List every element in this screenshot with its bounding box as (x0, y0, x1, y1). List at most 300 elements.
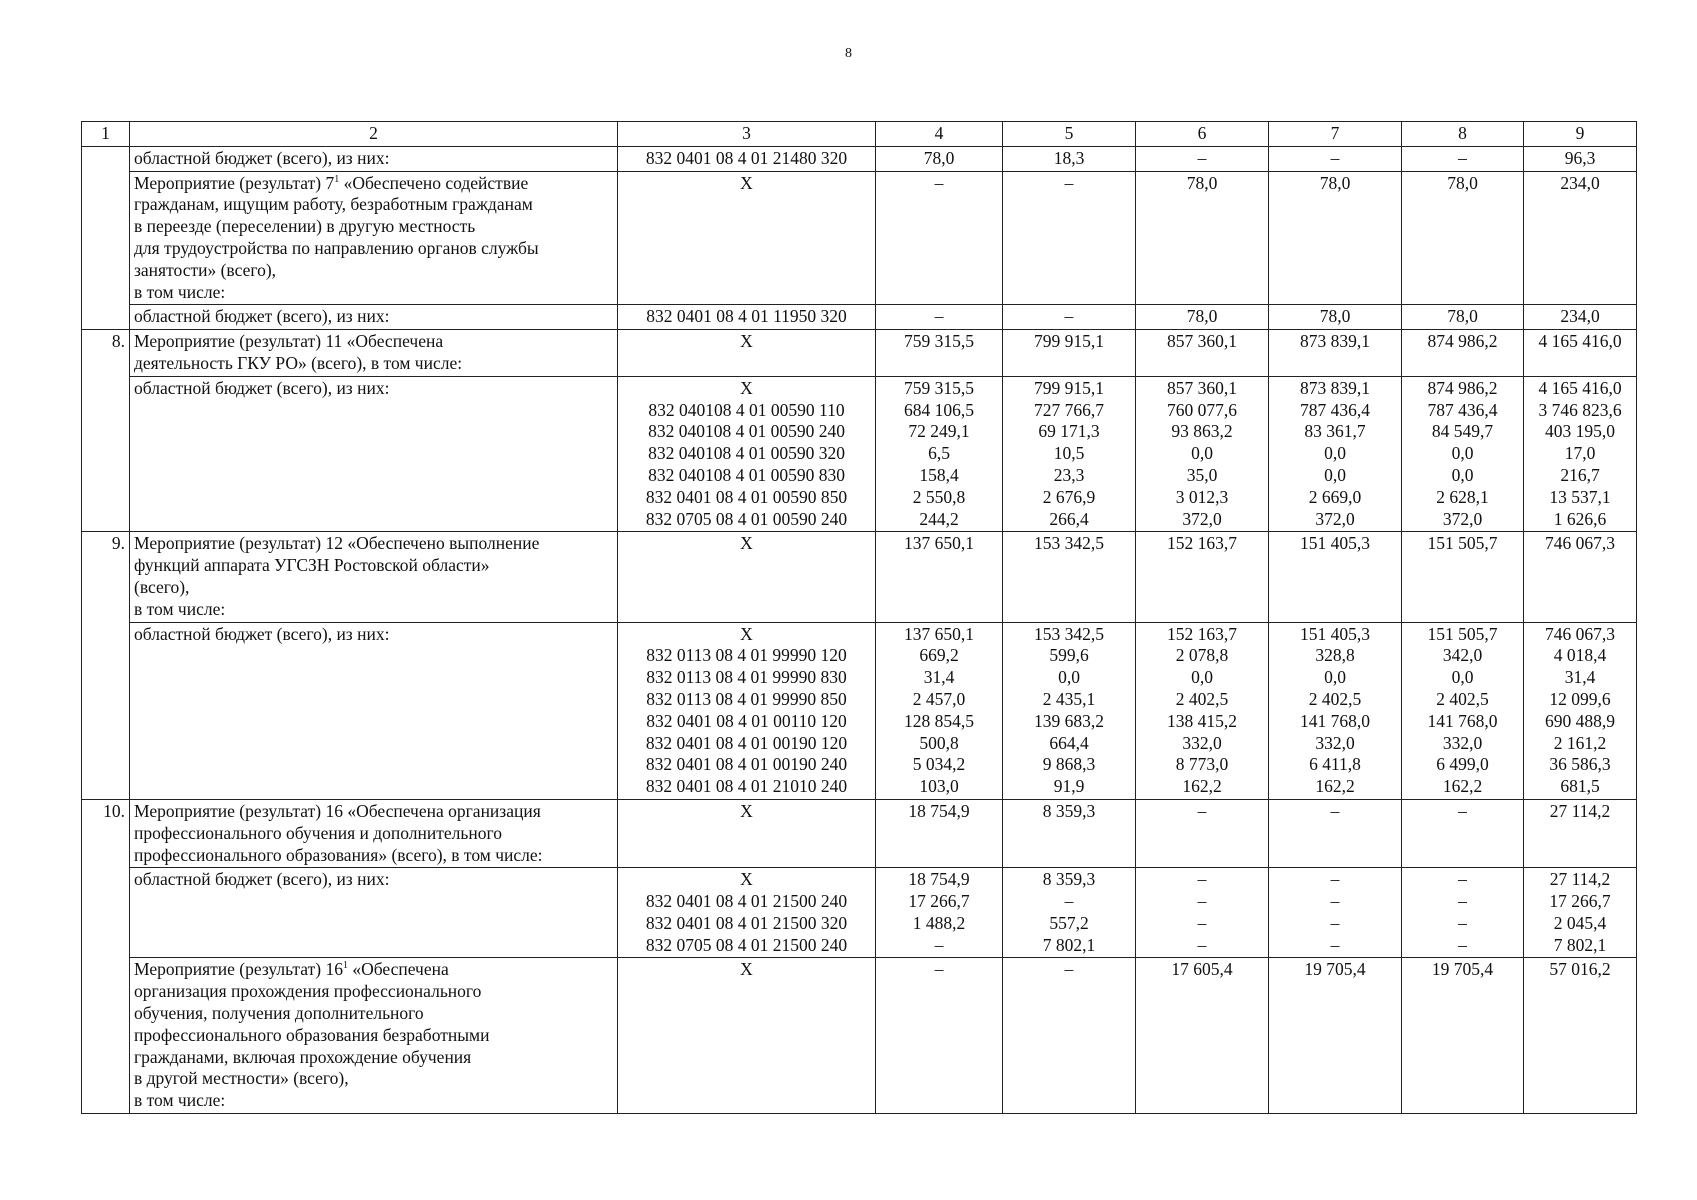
header-cell: 5 (1003, 122, 1136, 147)
amount-value: 151 505,7 (1427, 533, 1498, 554)
amount-cell (1402, 622, 1524, 799)
amount-value: 746 067,3 (1545, 533, 1615, 554)
amount-cell (1269, 146, 1402, 171)
header-row (82, 122, 1637, 147)
description-line: областной бюджет (всего), из них: (134, 306, 390, 327)
description-line: областной бюджет (всего), из них: (134, 377, 390, 398)
header-cell: 4 (876, 122, 1003, 147)
amount-value: 158,4 (919, 464, 959, 485)
amount-value: 17 266,7 (1549, 891, 1611, 912)
description-text: Мероприятие (результат) 16 (134, 959, 343, 980)
description-line: (всего), (134, 576, 190, 597)
table-row (82, 376, 1637, 532)
amount-value: 372,0 (1182, 508, 1222, 529)
budget-code: 832 0705 08 4 01 00590 240 (645, 508, 848, 529)
amount-value: 18 754,9 (908, 800, 970, 821)
table-row (82, 171, 1637, 305)
amount-value: 151 405,3 (1300, 623, 1370, 644)
budget-code-cell (618, 171, 876, 305)
amount-cell (1524, 305, 1637, 330)
budget-code: 832 040108 4 01 00590 320 (648, 443, 845, 464)
amount-value: 78,0 (1447, 172, 1478, 193)
table-row (82, 305, 1637, 330)
amount-value: 0,0 (1451, 443, 1474, 464)
amount-value: 2 045,4 (1553, 912, 1607, 933)
description-cell (130, 868, 618, 958)
amount-value: – (1330, 869, 1340, 890)
amount-value: 27 114,2 (1549, 800, 1611, 821)
superscript-mark: 1 (342, 960, 348, 972)
description-cell (130, 305, 618, 330)
description-line: Мероприятие (результат) 11 «Обеспечена (134, 331, 444, 352)
amount-value: 0,0 (1451, 667, 1474, 688)
amount-value: 2 402,5 (1175, 688, 1229, 709)
amount-cell (876, 622, 1003, 799)
amount-value: 0,0 (1324, 443, 1346, 464)
description-line: областной бюджет (всего), из них: (134, 147, 390, 168)
amount-value: 557,2 (1049, 912, 1089, 933)
amount-cell (1269, 376, 1402, 532)
amount-cell (1003, 376, 1136, 532)
table-row (82, 146, 1637, 171)
budget-code: X (740, 959, 753, 980)
amount-value: 244,2 (919, 508, 959, 529)
amount-value: 0,0 (1191, 443, 1213, 464)
amount-cell (1136, 868, 1269, 958)
amount-value: 759 315,5 (904, 377, 974, 398)
description-cell (130, 171, 618, 305)
amount-value: 162,2 (1442, 776, 1483, 797)
amount-value: 0,0 (1324, 667, 1346, 688)
amount-value: – (934, 934, 944, 955)
amount-value: 1 626,6 (1553, 508, 1607, 529)
header-cell: 2 (130, 122, 618, 147)
amount-value: 500,8 (919, 732, 959, 753)
amount-value: – (1064, 959, 1074, 980)
amount-value: – (1458, 912, 1467, 933)
amount-value: 874 986,2 (1427, 331, 1498, 352)
amount-cell (1524, 146, 1637, 171)
amount-value: 151 405,3 (1300, 533, 1370, 554)
amount-value: 31,4 (923, 667, 955, 688)
amount-value: 216,7 (1560, 464, 1600, 485)
amount-value: 27 114,2 (1549, 869, 1611, 890)
amount-value: 372,0 (1442, 508, 1483, 529)
amount-value: 857 360,1 (1167, 331, 1237, 352)
budget-code-cell (618, 799, 876, 867)
table-row (82, 330, 1637, 377)
amount-value: 35,0 (1186, 464, 1218, 485)
amount-value: 372,0 (1315, 508, 1355, 529)
header-cell: 1 (82, 122, 130, 147)
amount-cell (1402, 376, 1524, 532)
amount-value: 332,0 (1442, 732, 1483, 753)
amount-value: 342,0 (1442, 645, 1483, 666)
amount-value: 332,0 (1315, 732, 1355, 753)
budget-code: X (740, 533, 753, 554)
budget-code: 832 0113 08 4 01 99990 830 (646, 667, 847, 688)
row-number (82, 146, 130, 329)
amount-value: 17 605,4 (1171, 959, 1233, 980)
amount-value: 873 839,1 (1300, 331, 1370, 352)
amount-value: 2 161,2 (1553, 732, 1607, 753)
amount-cell (876, 330, 1003, 377)
budget-code: 832 0401 08 4 01 21480 320 (645, 147, 848, 168)
amount-cell (1524, 171, 1637, 305)
amount-value: – (1064, 891, 1074, 912)
budget-code: 832 0705 08 4 01 21500 240 (645, 934, 848, 955)
amount-value: 153 342,5 (1034, 623, 1104, 644)
amount-value: 403 195,0 (1545, 421, 1615, 442)
amount-value: 152 163,7 (1167, 533, 1237, 554)
amount-cell (1003, 171, 1136, 305)
amount-value: – (1064, 172, 1074, 193)
description-text: «Обеспечена (352, 959, 449, 980)
table-row (82, 532, 1637, 622)
amount-cell (876, 958, 1003, 1114)
description-line: профессионального образования безработными (134, 1024, 490, 1045)
amount-value: 6,5 (928, 443, 950, 464)
amount-cell (1524, 868, 1637, 958)
amount-value: 138 415,2 (1167, 710, 1237, 731)
amount-value: 684 106,5 (904, 399, 974, 420)
budget-code-cell (618, 622, 876, 799)
amount-value: 0,0 (1191, 667, 1213, 688)
amount-cell (876, 868, 1003, 958)
amount-value: 103,0 (919, 776, 959, 797)
amount-cell (1269, 799, 1402, 867)
amount-cell (1269, 622, 1402, 799)
amount-value: 6 411,8 (1309, 754, 1361, 775)
amount-value: 78,0 (923, 147, 955, 168)
amount-cell (1524, 799, 1637, 867)
amount-value: 2 550,8 (912, 486, 966, 507)
description-cell (130, 799, 618, 867)
amount-value: 13 537,1 (1549, 486, 1611, 507)
amount-value: 31,4 (1564, 667, 1596, 688)
amount-value: – (1197, 912, 1207, 933)
amount-value: 151 505,7 (1427, 623, 1498, 644)
budget-code: 832 0401 08 4 01 00590 850 (645, 486, 848, 507)
amount-cell (1003, 146, 1136, 171)
description-line: организация прохождения профессионального (134, 981, 482, 1002)
description-cell (130, 146, 618, 171)
description-text: «Обеспечено содействие (343, 172, 529, 193)
budget-code: 832 040108 4 01 00590 830 (648, 464, 845, 485)
amount-cell (1524, 330, 1637, 377)
amount-value: 69 171,3 (1038, 421, 1100, 442)
amount-value: 5 034,2 (912, 754, 966, 775)
amount-value: 84 549,7 (1431, 421, 1494, 442)
amount-value: 72 249,1 (908, 421, 970, 442)
budget-code: 832 0113 08 4 01 99990 850 (646, 688, 847, 709)
amount-value: 857 360,1 (1167, 377, 1237, 398)
description-line: функций аппарата УГСЗН Ростовской области» (134, 555, 490, 576)
amount-value: – (1330, 912, 1340, 933)
amount-value: 2 435,1 (1042, 688, 1096, 709)
amount-value: 6 499,0 (1436, 754, 1489, 775)
amount-value: 3 746 823,6 (1538, 399, 1622, 420)
amount-value: 137 650,1 (904, 623, 974, 644)
row-number: 8. (82, 330, 130, 532)
amount-cell (1136, 305, 1269, 330)
amount-value: 162,2 (1315, 776, 1355, 797)
amount-value: 36 586,3 (1549, 754, 1611, 775)
budget-code: X (740, 623, 753, 644)
budget-code: 832 0113 08 4 01 99990 120 (646, 645, 847, 666)
budget-code: 832 0401 08 4 01 00190 120 (645, 732, 848, 753)
amount-cell (1003, 305, 1136, 330)
amount-cell (1136, 622, 1269, 799)
amount-value: 873 839,1 (1300, 377, 1370, 398)
amount-cell (1269, 868, 1402, 958)
description-line: гражданам, ищущим работу, безработным гражданам (134, 194, 533, 215)
amount-value: 152 163,7 (1167, 623, 1237, 644)
header-cell: 9 (1524, 122, 1637, 147)
amount-cell (1136, 958, 1269, 1114)
amount-cell (1003, 622, 1136, 799)
amount-cell (1402, 958, 1524, 1114)
description-line: профессионального обучения и дополнительного (134, 822, 502, 843)
superscript-mark: 1 (334, 173, 340, 185)
budget-code-cell (618, 330, 876, 377)
amount-cell (1269, 532, 1402, 622)
amount-value: 23,3 (1053, 464, 1085, 485)
amount-cell (1269, 330, 1402, 377)
description-line: гражданами, включая прохождение обучения (134, 1046, 472, 1067)
amount-cell (1136, 532, 1269, 622)
description-line: профессионального образования» (всего), в том числе: (134, 844, 543, 865)
amount-cell (1402, 146, 1524, 171)
amount-value: 8 359,3 (1042, 869, 1096, 890)
amount-cell (1003, 799, 1136, 867)
amount-value: 57 016,2 (1549, 959, 1611, 980)
amount-value: 17 266,7 (908, 891, 970, 912)
amount-value: 760 077,6 (1167, 399, 1237, 420)
amount-cell (1402, 171, 1524, 305)
amount-value: – (1458, 800, 1467, 821)
budget-code: X (740, 172, 753, 193)
amount-value: 7 802,1 (1042, 934, 1096, 955)
description-line: занятости» (всего), (134, 259, 277, 280)
amount-cell (1136, 376, 1269, 532)
amount-value: 266,4 (1049, 508, 1089, 529)
amount-value: – (1458, 869, 1467, 890)
amount-value: 1 488,2 (912, 912, 966, 933)
budget-code-cell (618, 958, 876, 1114)
amount-value: 599,6 (1049, 645, 1089, 666)
budget-code-cell (618, 532, 876, 622)
description-cell (130, 532, 618, 622)
amount-value: 874 986,2 (1427, 377, 1498, 398)
amount-value: – (934, 306, 944, 327)
amount-value: 9 868,3 (1042, 754, 1096, 775)
amount-value: 19 705,4 (1304, 959, 1366, 980)
amount-value: 799 915,1 (1034, 377, 1104, 398)
amount-value: 2 628,1 (1436, 486, 1489, 507)
amount-cell (876, 146, 1003, 171)
description-line: в том числе: (134, 598, 226, 619)
amount-value: 2 402,5 (1436, 688, 1489, 709)
amount-value: 128 854,5 (904, 710, 974, 731)
budget-code-cell (618, 868, 876, 958)
amount-value: 234,0 (1560, 172, 1600, 193)
amount-value: 787 436,4 (1300, 399, 1370, 420)
budget-code: X (740, 377, 753, 398)
amount-value: 141 768,0 (1427, 710, 1498, 731)
amount-value: 3 012,3 (1175, 486, 1229, 507)
description-cell (130, 622, 618, 799)
amount-cell (1402, 330, 1524, 377)
budget-code: 832 0401 08 4 01 00190 240 (645, 754, 848, 775)
amount-value: 4 165 416,0 (1538, 377, 1622, 398)
amount-value: 139 683,2 (1034, 710, 1104, 731)
amount-cell (876, 171, 1003, 305)
amount-value: – (1458, 147, 1467, 168)
amount-value: 690 488,9 (1545, 710, 1615, 731)
header-cell: 6 (1136, 122, 1269, 147)
description-line: областной бюджет (всего), из них: (134, 869, 390, 890)
description-text: Мероприятие (результат) 7 (134, 172, 335, 193)
amount-value: 4 165 416,0 (1538, 331, 1622, 352)
budget-code: 832 0401 08 4 01 21500 240 (645, 891, 848, 912)
amount-value: 2 457,0 (912, 688, 966, 709)
table-row (82, 868, 1637, 958)
amount-cell (876, 532, 1003, 622)
amount-value: 18,3 (1053, 147, 1085, 168)
amount-value: 153 342,5 (1034, 533, 1104, 554)
amount-value: – (1197, 147, 1207, 168)
budget-code-cell (618, 305, 876, 330)
amount-value: 2 078,8 (1175, 645, 1229, 666)
header-cell: 7 (1269, 122, 1402, 147)
description-line: Мероприятие (результат) 16 «Обеспечена организация (134, 800, 541, 821)
amount-value: 8 359,3 (1042, 800, 1096, 821)
amount-value: – (934, 172, 944, 193)
description-line: областной бюджет (всего), из них: (134, 623, 390, 644)
budget-code: 832 0401 08 4 01 21010 240 (645, 776, 848, 797)
amount-value: 2 676,9 (1042, 486, 1096, 507)
amount-value: – (1197, 934, 1207, 955)
budget-code: 832 0401 08 4 01 21500 320 (645, 912, 848, 933)
amount-cell (1136, 799, 1269, 867)
amount-value: 18 754,9 (908, 869, 970, 890)
amount-value: – (1330, 891, 1340, 912)
amount-value: – (1197, 800, 1207, 821)
amount-value: 162,2 (1182, 776, 1222, 797)
amount-value: 669,2 (919, 645, 959, 666)
header-cell: 3 (618, 122, 876, 147)
amount-value: 2 669,0 (1308, 486, 1362, 507)
row-number: 9. (82, 532, 130, 800)
amount-cell (1524, 622, 1637, 799)
amount-value: – (1458, 934, 1467, 955)
description-line: в том числе: (134, 1090, 226, 1111)
description-line: обучения, получения дополнительного (134, 1003, 424, 1024)
amount-value: 234,0 (1560, 306, 1600, 327)
budget-code: 832 040108 4 01 00590 110 (648, 399, 845, 420)
description-line: Мероприятие (результат) 12 «Обеспечено выполнение (134, 533, 540, 554)
amount-cell (876, 799, 1003, 867)
amount-cell (1402, 799, 1524, 867)
amount-cell (876, 376, 1003, 532)
amount-value: 96,3 (1564, 147, 1596, 168)
amount-value: 78,0 (1319, 306, 1351, 327)
amount-value: 746 067,3 (1545, 623, 1615, 644)
budget-code: 832 040108 4 01 00590 240 (648, 421, 845, 442)
amount-cell (1402, 532, 1524, 622)
amount-value: 93 863,2 (1171, 421, 1233, 442)
amount-value: – (1330, 147, 1340, 168)
amount-cell (1402, 305, 1524, 330)
table-row (82, 799, 1637, 867)
budget-table (81, 121, 1637, 1114)
amount-value: 664,4 (1049, 732, 1089, 753)
amount-value: – (1330, 800, 1340, 821)
amount-value: 2 402,5 (1308, 688, 1362, 709)
amount-cell (1136, 146, 1269, 171)
amount-value: 19 705,4 (1431, 959, 1494, 980)
description-cell (130, 958, 618, 1114)
row-number: 10. (82, 799, 130, 1113)
description-line (134, 173, 613, 195)
amount-value: 17,0 (1564, 443, 1596, 464)
amount-value: 91,9 (1053, 776, 1085, 797)
amount-cell (1003, 532, 1136, 622)
amount-cell (1003, 330, 1136, 377)
description-cell (130, 376, 618, 532)
amount-value: 7 802,1 (1553, 934, 1607, 955)
table-row (82, 958, 1637, 1114)
amount-value: 0,0 (1324, 464, 1346, 485)
description-line: деятельность ГКУ РО» (всего), в том числе: (134, 352, 463, 373)
budget-code-cell (618, 376, 876, 532)
amount-value: – (1064, 306, 1074, 327)
amount-value: 4 018,4 (1553, 645, 1607, 666)
description-line: для трудоустройства по направлению органов службы (134, 237, 539, 258)
budget-code-cell (618, 146, 876, 171)
amount-cell (1269, 958, 1402, 1114)
amount-value: 83 361,7 (1304, 421, 1366, 442)
amount-value: 78,0 (1186, 172, 1218, 193)
amount-value: 328,8 (1315, 645, 1355, 666)
header-cell: 8 (1402, 122, 1524, 147)
amount-value: – (1330, 934, 1340, 955)
budget-code: X (740, 869, 753, 890)
amount-value: 78,0 (1447, 306, 1478, 327)
description-cell (130, 330, 618, 377)
amount-value: 787 436,4 (1427, 399, 1498, 420)
amount-value: 681,5 (1560, 776, 1600, 797)
description-line (134, 959, 613, 981)
amount-cell (1136, 171, 1269, 305)
amount-cell (876, 305, 1003, 330)
table-row (82, 622, 1637, 799)
amount-cell (1003, 868, 1136, 958)
budget-code: 832 0401 08 4 01 00110 120 (646, 710, 847, 731)
amount-cell (1402, 868, 1524, 958)
amount-value: 727 766,7 (1034, 399, 1104, 420)
amount-value: 78,0 (1319, 172, 1351, 193)
amount-cell (1003, 958, 1136, 1114)
amount-value: 78,0 (1186, 306, 1218, 327)
amount-cell (1524, 532, 1637, 622)
description-line: в том числе: (134, 281, 226, 302)
budget-code: 832 0401 08 4 01 11950 320 (646, 306, 847, 327)
page-number: 8 (845, 46, 852, 61)
amount-value: – (1197, 891, 1207, 912)
amount-value: – (1197, 869, 1207, 890)
